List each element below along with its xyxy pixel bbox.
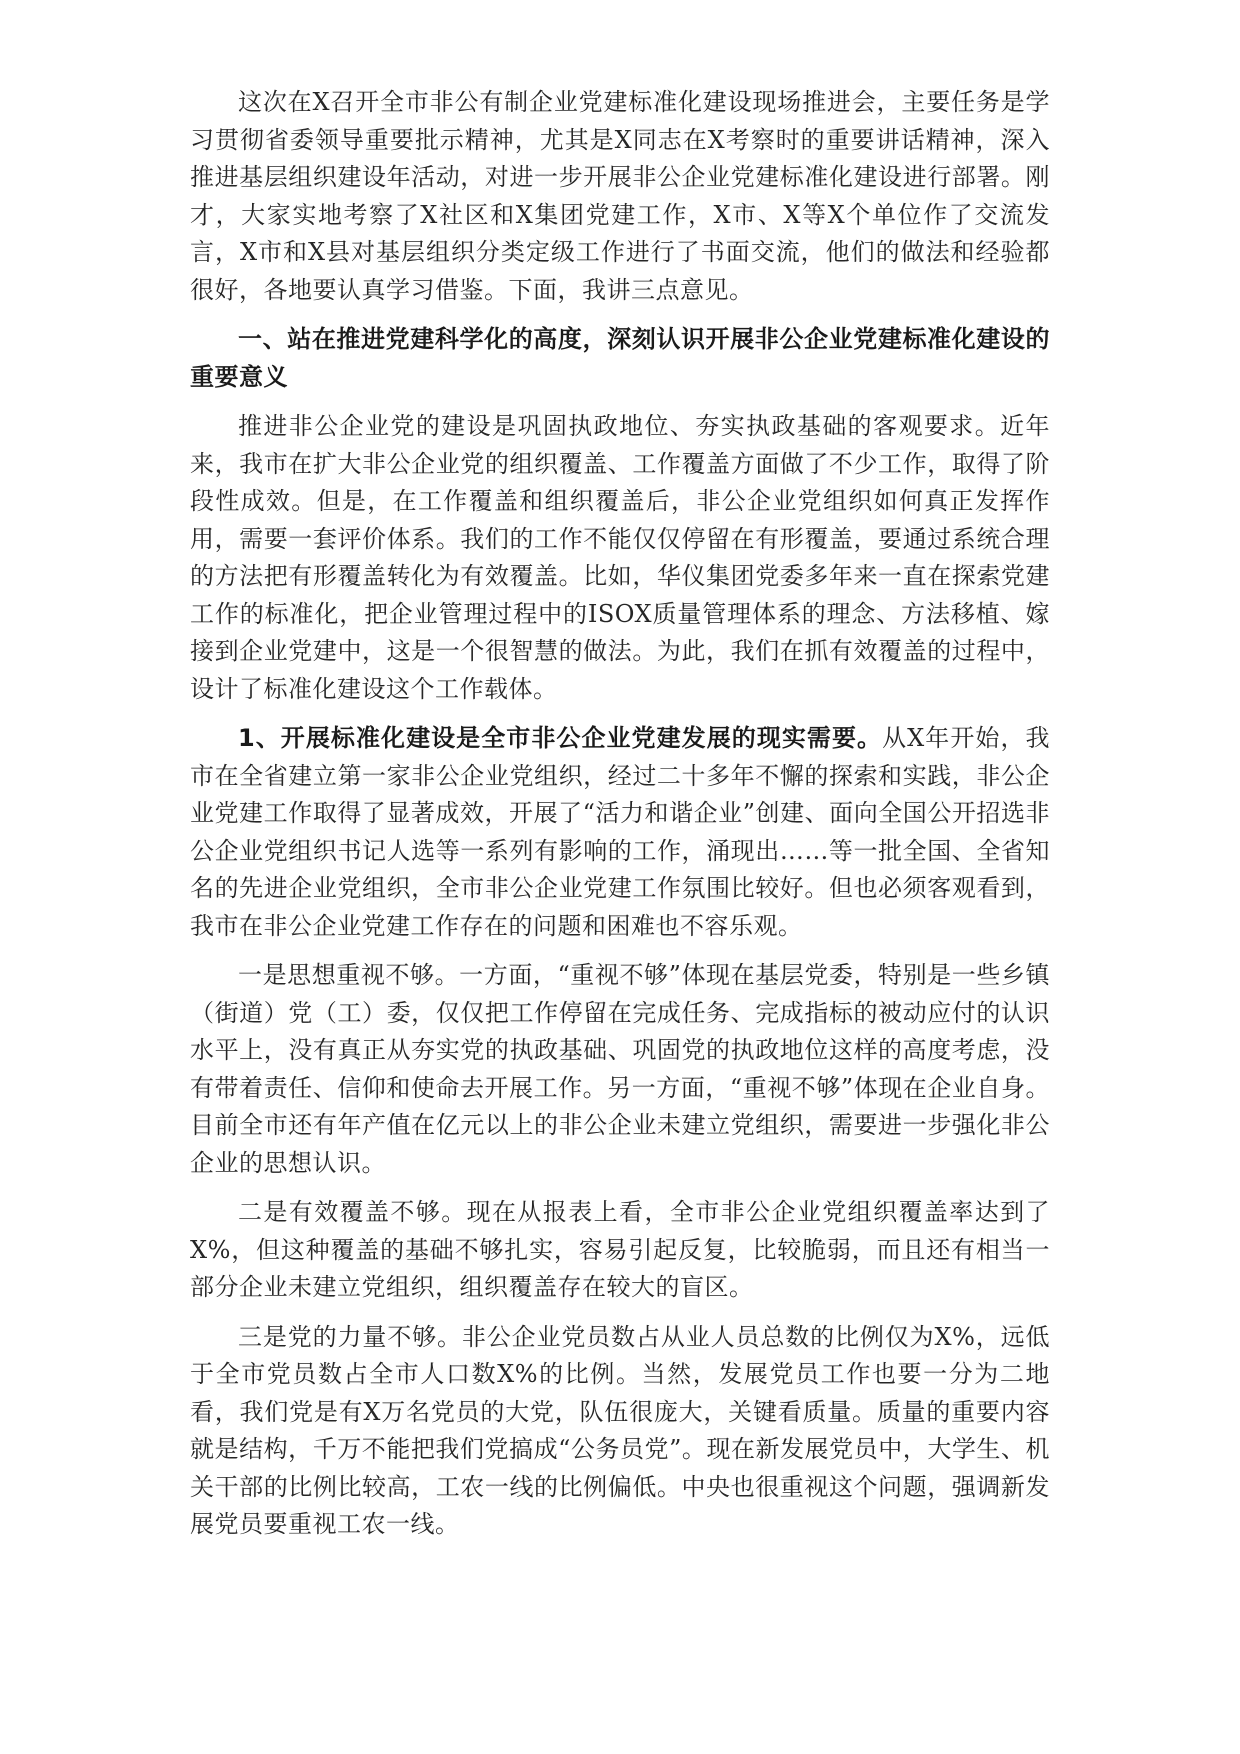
section-heading-1: 一、站在推进党建科学化的高度，深刻认识开展非公企业党建标准化建设的重要意义 — [190, 325, 1050, 391]
paragraph-intro: 这次在X召开全市非公有制企业党建标准化建设现场推进会，主要任务是学习贯彻省委领导重要批示精神，尤其是X同志在X考察时的重要讲话精神，深入推进基层组织建设年活动，对进一步开展非公企业党建标准化建设进行部署。刚才，大家实地考察了X社区和X集团党建工作，X市、X等X个单位作了交流发言，X市和X县对基层组织分类定级工作进行了书面交流，他们的做法和经验都很好，各地要认真学习借鉴。下面，我讲三点意见。 — [190, 88, 1050, 304]
document-page — [190, 84, 1050, 1556]
paragraph-5: 三是党的力量不够。非公企业党员数占从业人员总数的比例仅为X%，远低于全市党员数占全市人口数X%的比例。当然，发展党员工作也要一分为二地看，我们党是有X万名党员的大党，队伍很庞大，关键看质量。质量的重要内容就是结构，千万不能把我们党搞成“公务员党”。现在新发展党员中，大学生、机关干部的比例比较高，工农一线的比例偏低。中央也很重视这个问题，强调新发展党员要重视工农一线。 — [190, 1322, 1050, 1538]
paragraph-2-lead: 1、开展标准化建设是全市非公企业党建发展的现实需要。 — [238, 724, 883, 752]
paragraph-2 — [190, 720, 1050, 945]
paragraph-4: 二是有效覆盖不够。现在从报表上看，全市非公企业党组织覆盖率达到了X%，但这种覆盖的基础不够扎实，容易引起反复，比较脆弱，而且还有相当一部分企业未建立党组织，组织覆盖存在较大的盲区。 — [190, 1198, 1050, 1301]
paragraph-2-body: 从X年开始，我市在全省建立第一家非公企业党组织，经过二十多年不懈的探索和实践，非公企业党建工作取得了显著成效，开展了“活力和谐企业”创建、面向全国公开招选非公企业党组织书记人选等一系列有影响的工作，涌现出……等一批全国、全省知名的先进企业党组织，全市非公企业党建工作氛围比较好。但也必须客观看到，我市在非公企业党建工作存在的问题和困难也不容乐观。 — [190, 724, 1050, 940]
paragraph-3: 一是思想重视不够。一方面，“重视不够”体现在基层党委，特别是一些乡镇（街道）党（工）委，仅仅把工作停留在完成任务、完成指标的被动应付的认识水平上，没有真正从夯实党的执政基础、巩固党的执政地位这样的高度考虑，没有带着责任、信仰和使命去开展工作。另一方面，“重视不够”体现在企业自身。目前全市还有年产值在亿元以上的非公企业未建立党组织，需要进一步强化非公企业的思想认识。 — [190, 961, 1050, 1177]
paragraph-1: 推进非公企业党的建设是巩固执政地位、夯实执政基础的客观要求。近年来，我市在扩大非公企业党的组织覆盖、工作覆盖方面做了不少工作，取得了阶段性成效。但是，在工作覆盖和组织覆盖后，非公企业党组织如何真正发挥作用，需要一套评价体系。我们的工作不能仅仅停留在有形覆盖，要通过系统合理的方法把有形覆盖转化为有效覆盖。比如，华仪集团党委多年来一直在探索党建工作的标准化，把企业管理过程中的ISOX质量管理体系的理念、方法移植、嫁接到企业党建中，这是一个很智慧的做法。为此，我们在抓有效覆盖的过程中，设计了标准化建设这个工作载体。 — [190, 412, 1050, 703]
